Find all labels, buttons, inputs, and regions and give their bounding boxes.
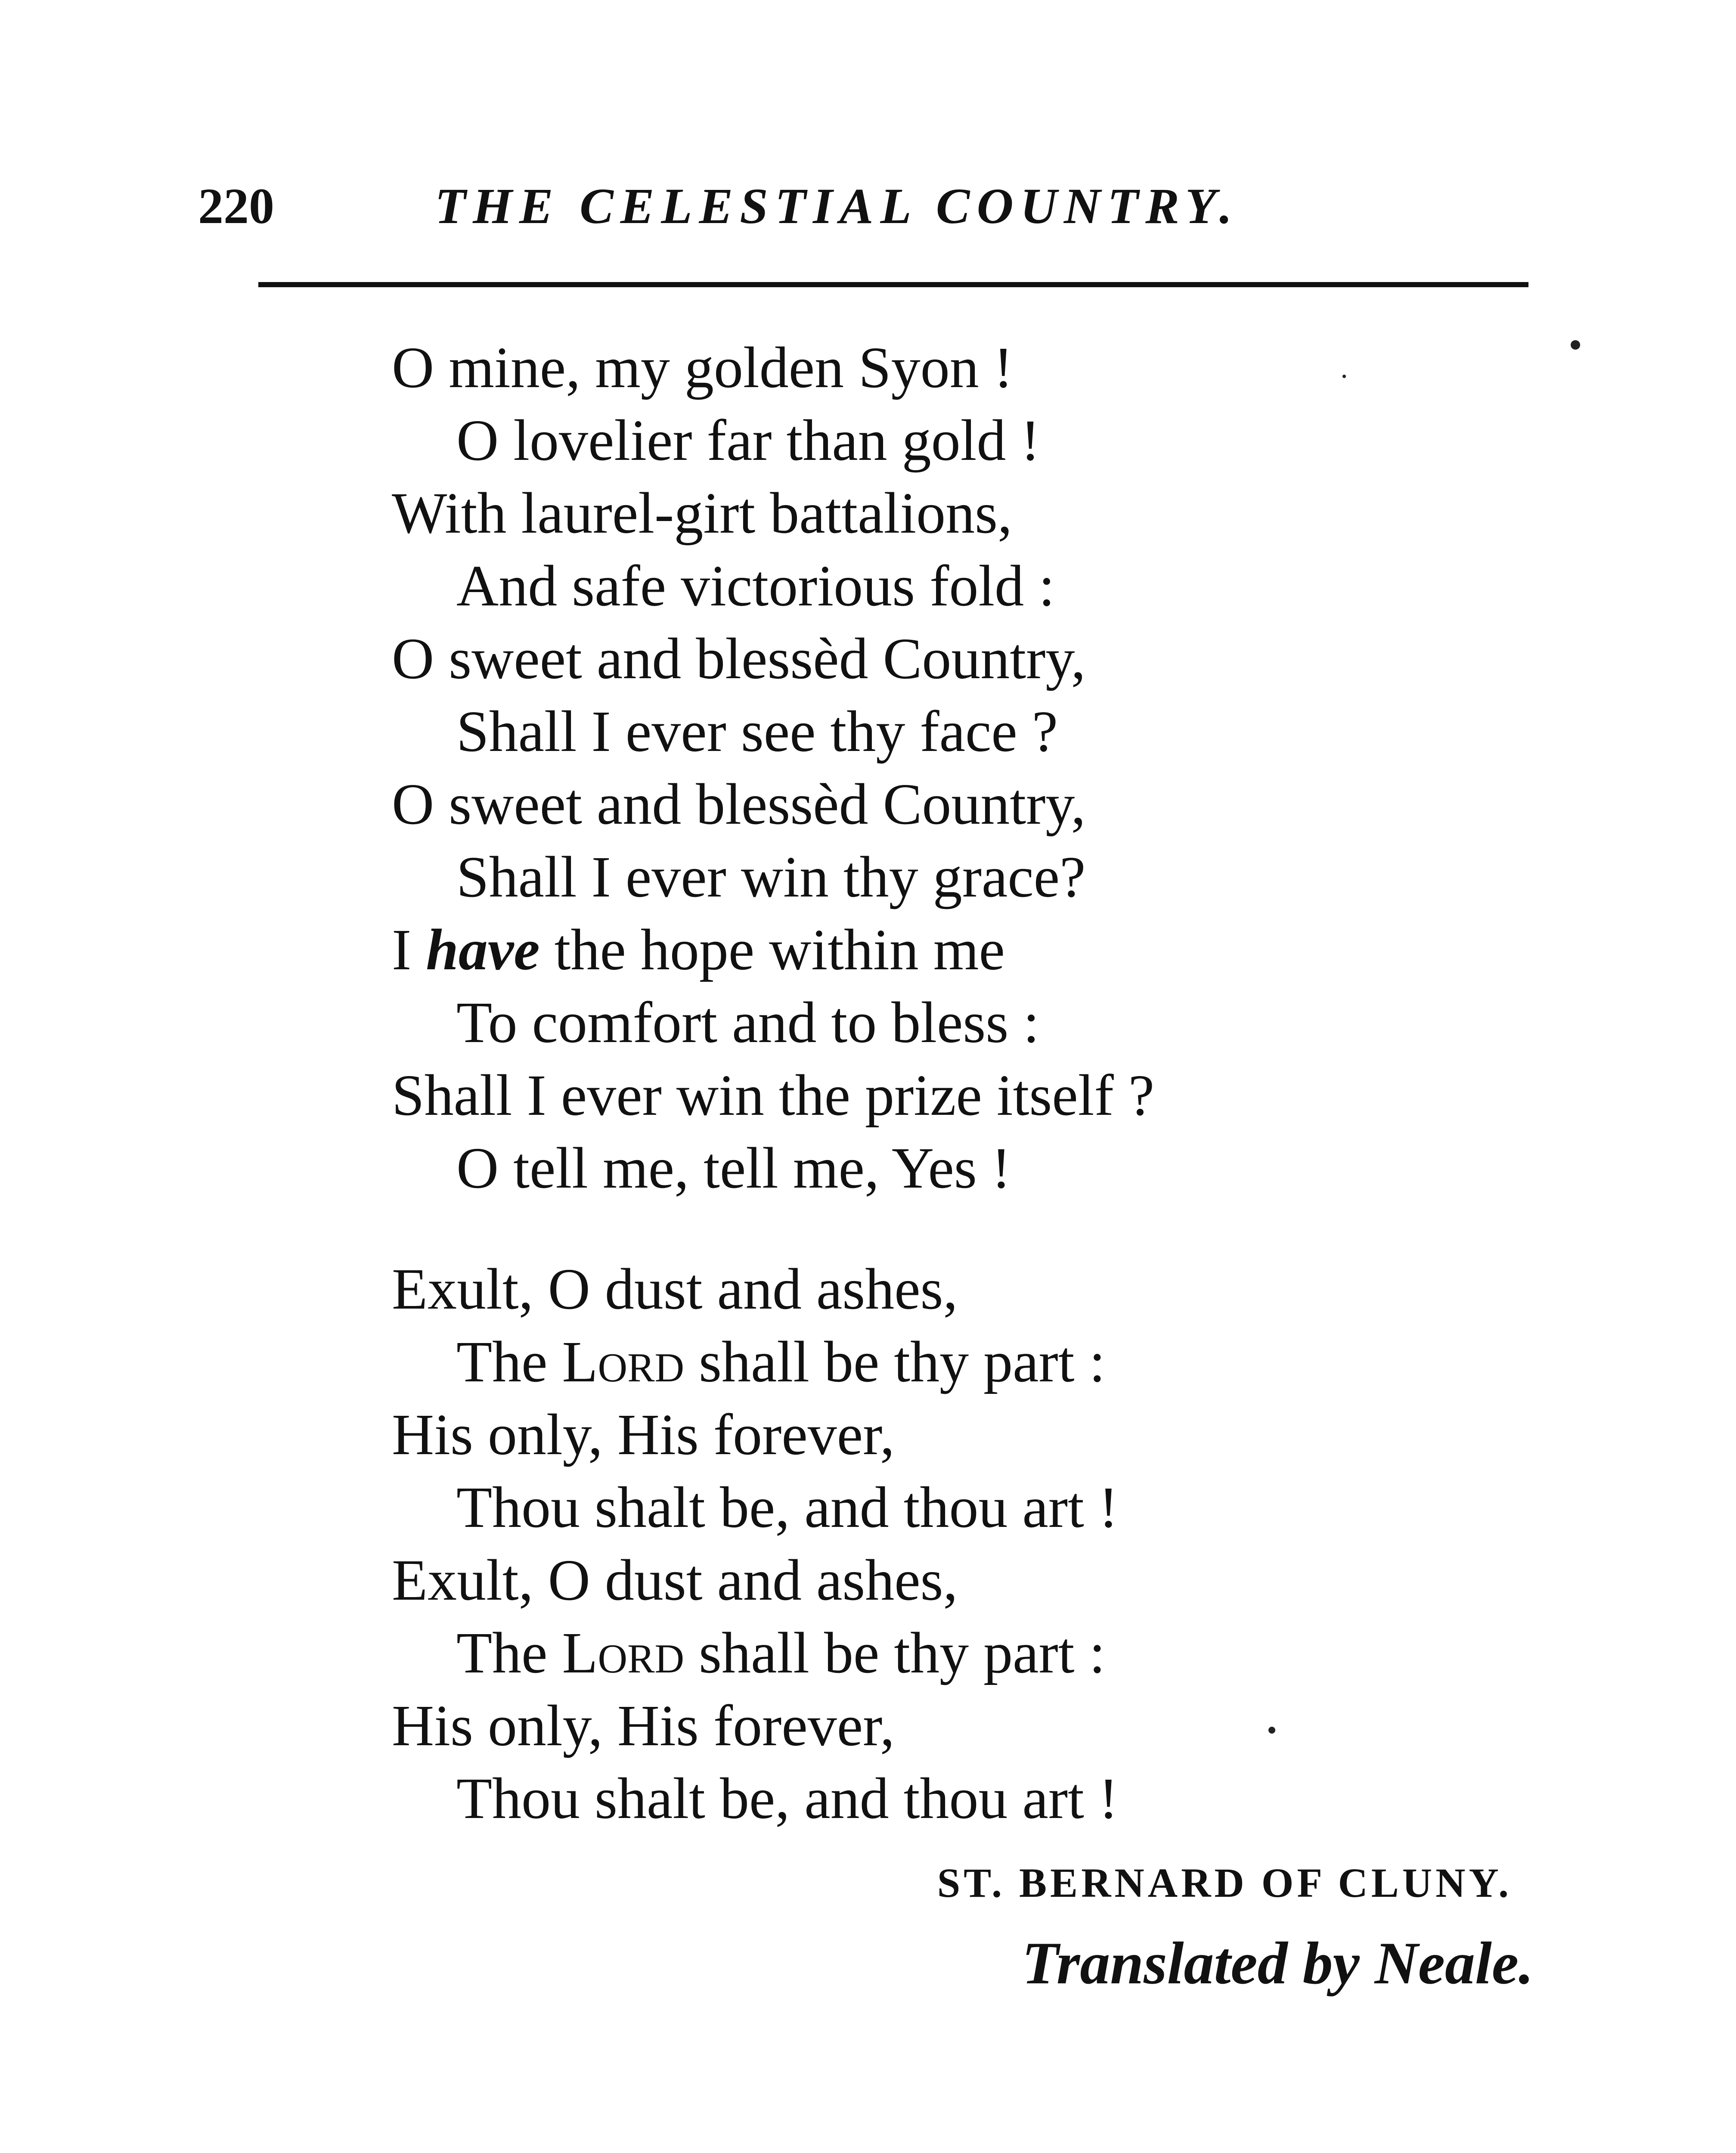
verse-line: O sweet and blessèd Country,: [392, 627, 1086, 691]
verse-line: Thou shalt be, and thou art !: [456, 1475, 1119, 1540]
verse-line: O mine, my golden Syon !: [392, 335, 1014, 400]
emphasis-word: have: [426, 918, 540, 982]
print-speck: [1268, 1727, 1275, 1734]
print-speck: [1571, 340, 1580, 350]
verse-line: O sweet and blessèd Country,: [392, 772, 1086, 837]
header-rule: [258, 282, 1528, 287]
verse-line: With laurel-girt battalions,: [392, 481, 1013, 546]
verse-line: To comfort and to bless :: [456, 990, 1040, 1055]
small-caps-word: Lord: [562, 1330, 685, 1394]
verse-line: His only, His forever,: [392, 1402, 895, 1467]
verse-text: shall be thy part :: [684, 1621, 1106, 1685]
verse-text: The: [456, 1621, 562, 1685]
verse-text: I: [392, 918, 426, 982]
verse-line: [392, 1617, 1118, 1690]
page-number: 220: [198, 178, 274, 234]
verse-line: Shall I ever win thy grace?: [456, 845, 1086, 909]
translator-attribution: Translated by Neale.: [1022, 1930, 1534, 1997]
verse-line: [392, 1326, 1118, 1399]
verse-text: the hope within me: [539, 918, 1005, 982]
verse-line: [392, 914, 1154, 987]
print-speck: [1342, 375, 1346, 378]
verse-line: Thou shalt be, and thou art !: [456, 1766, 1119, 1831]
verse-text: shall be thy part :: [684, 1330, 1106, 1394]
stanza-1: [392, 332, 1154, 1205]
small-caps-word: Lord: [562, 1621, 685, 1685]
verse-text: The: [456, 1330, 562, 1394]
running-head: THE CELESTIAL COUNTRY.: [435, 178, 1239, 234]
verse-line: Exult, O dust and ashes,: [392, 1548, 958, 1613]
verse-line: His only, His forever,: [392, 1694, 895, 1758]
verse-line: Shall I ever see thy face ?: [456, 699, 1058, 764]
author-attribution: ST. BERNARD OF CLUNY.: [937, 1860, 1512, 1906]
stanza-2: [392, 1253, 1118, 1835]
verse-line: Shall I ever win the prize itself ?: [392, 1063, 1155, 1128]
verse-line: O tell me, tell me, Yes !: [456, 1136, 1011, 1201]
verse-line: O lovelier far than gold !: [456, 408, 1040, 473]
verse-line: Exult, O dust and ashes,: [392, 1257, 958, 1322]
verse-line: And safe victorious fold :: [456, 554, 1055, 618]
